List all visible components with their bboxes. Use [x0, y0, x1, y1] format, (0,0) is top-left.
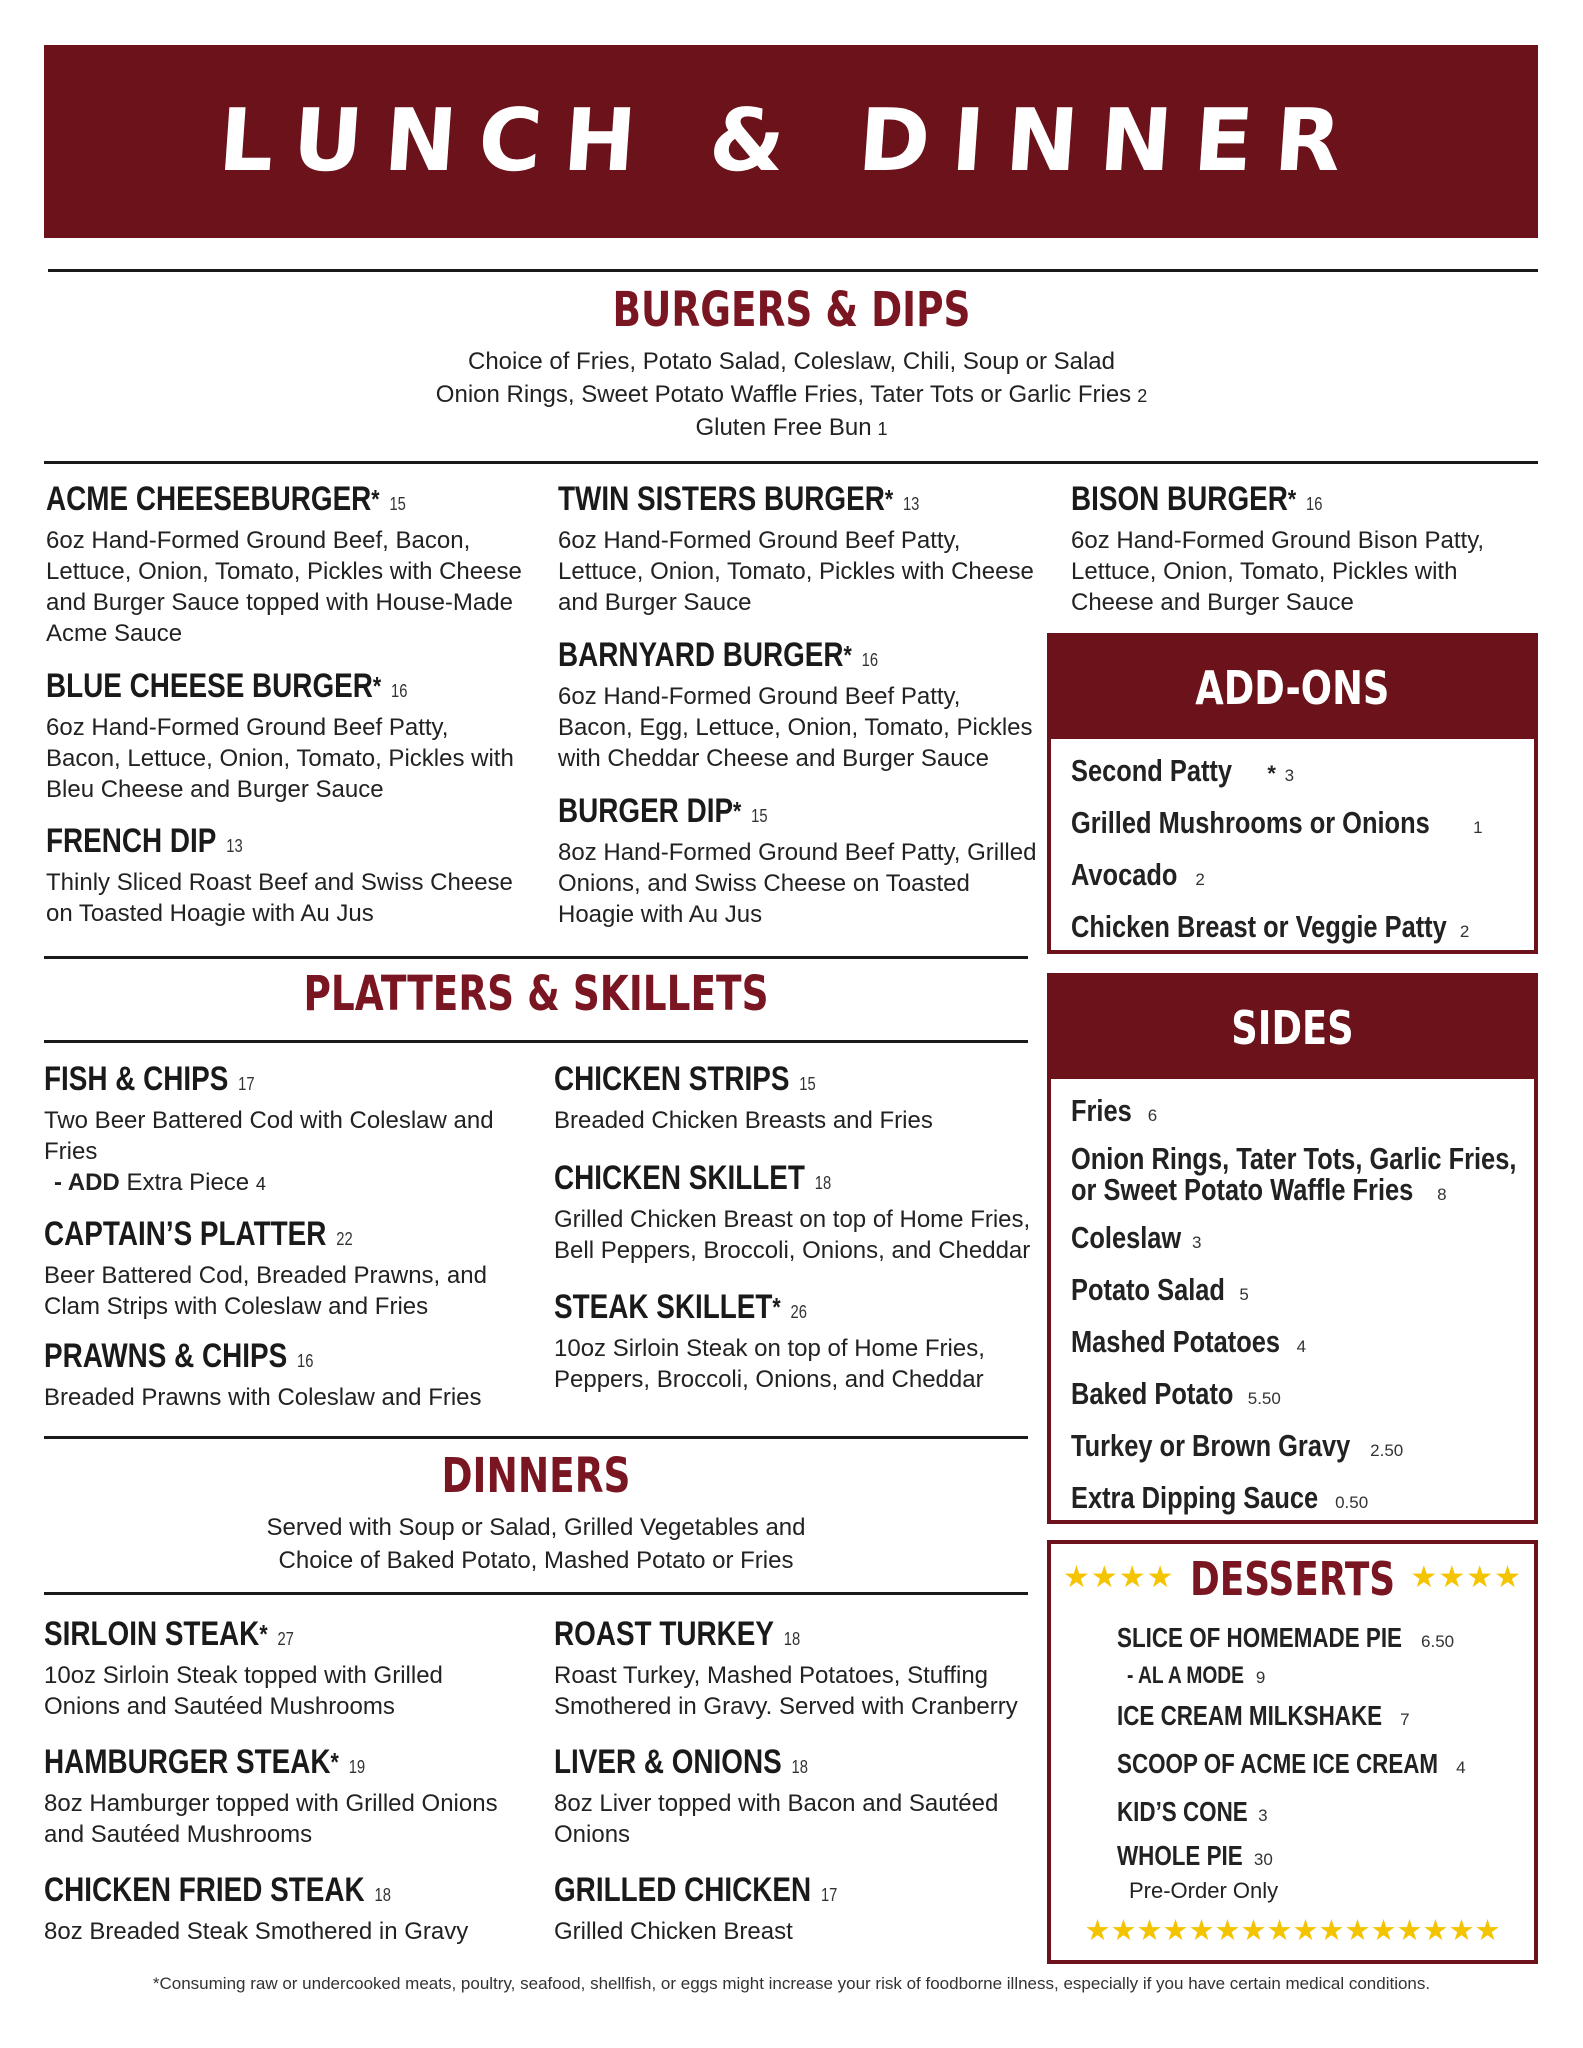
item-name: HAMBURGER STEAK: [44, 1743, 331, 1781]
desserts-box: [1047, 1540, 1538, 1964]
menu-item: [554, 1613, 1034, 1722]
item-name: TWIN SISTERS BURGER: [558, 480, 885, 518]
side-item: Extra Dipping Sauce 0.50: [1071, 1480, 1369, 1515]
desserts-header: [1051, 1544, 1534, 1616]
sides-title: SIDES: [1051, 977, 1534, 1079]
item-description: 8oz Hand-Formed Ground Beef Patty, Grilled Onions, and Swiss Cheese on Toasted Hoagie with Au Jus: [558, 839, 1037, 928]
item-description: 6oz Hand-Formed Ground Beef Patty, Lettuce, Onion, Tomato, Pickles with Cheese and Burger Sauce: [558, 527, 1034, 616]
addon-item: Avocado 2: [1071, 857, 1205, 892]
item-name: FRENCH DIP: [46, 822, 217, 860]
menu-item: [44, 1058, 524, 1200]
item-name: CHICKEN STRIPS: [554, 1060, 790, 1098]
item-price: 13: [226, 836, 243, 856]
menu-item: HAMBURGER STEAK* 19 8oz Hamburger topped with Grilled Onions and Sautéed Mushrooms: [44, 1741, 524, 1850]
item-name: LIVER & ONIONS: [554, 1743, 782, 1781]
item-price: 16: [391, 681, 408, 701]
item-name: STEAK SKILLET: [554, 1288, 773, 1326]
dinners-subtitle-2: Choice of Baked Potato, Mashed Potato or Fries: [278, 1547, 794, 1574]
menu-item: [44, 1213, 524, 1322]
item-description: Thinly Sliced Roast Beef and Swiss Cheese on Toasted Hoagie with Au Jus: [46, 869, 513, 927]
item-description: 6oz Hand-Formed Ground Beef, Bacon, Lettuce, Onion, Tomato, Pickles with Cheese and Burger Sauce topped with House-Made Acme Sauce: [46, 527, 522, 647]
divider: [48, 269, 1538, 272]
item-price: 18: [791, 1757, 808, 1777]
item-price: 18: [783, 1629, 801, 1649]
item-description: Two Beer Battered Cod with Coleslaw and Fries: [44, 1107, 494, 1165]
burgers-subtitle-3: Gluten Free Bun 1: [695, 414, 888, 441]
item-price: 15: [751, 806, 768, 826]
item-description: 8oz Liver topped with Bacon and Sautéed Onions: [554, 1790, 999, 1848]
item-description: Breaded Chicken Breasts and Fries: [554, 1107, 933, 1134]
divider: [44, 1436, 1028, 1439]
item-name: CAPTAIN’S PLATTER: [44, 1215, 327, 1253]
side-item: Potato Salad 5: [1071, 1272, 1249, 1307]
dessert-item: SCOOP OF ACME ICE CREAM 4: [1117, 1748, 1466, 1779]
menu-item: [554, 1157, 1034, 1266]
menu-item: [44, 1869, 524, 1947]
item-price: 15: [799, 1074, 816, 1094]
item-description: Grilled Chicken Breast on top of Home Fries, Bell Peppers, Broccoli, Onions, and Cheddar: [554, 1206, 1031, 1264]
desserts-title: DESSERTS: [1189, 1552, 1396, 1606]
item-description: Grilled Chicken Breast: [554, 1918, 793, 1945]
addons-title: ADD-ONS: [1051, 637, 1534, 739]
dessert-item: ICE CREAM MILKSHAKE 7: [1117, 1700, 1410, 1731]
dessert-note: Pre-Order Only: [1129, 1878, 1279, 1903]
item-name: BURGER DIP: [558, 792, 734, 830]
menu-item: ACME CHEESEBURGER* 15 6oz Hand-Formed Ground Beef, Bacon, Lettuce, Onion, Tomato, Pickles with Cheese and Burger Sauce topped with House-Made Acme Sauce: [46, 478, 526, 649]
menu-item: [44, 1335, 524, 1413]
item-price: 27: [277, 1629, 294, 1649]
sides-box: [1047, 973, 1538, 1524]
item-price: 16: [297, 1351, 314, 1371]
item-price: 16: [861, 650, 879, 670]
item-price: 17: [238, 1074, 255, 1094]
side-item: Baked Potato 5.50: [1071, 1376, 1281, 1411]
item-name: CHICKEN FRIED STEAK: [44, 1871, 365, 1909]
dessert-item: WHOLE PIE 30: [1117, 1840, 1273, 1871]
item-name: ROAST TURKEY: [554, 1615, 774, 1653]
item-description: 6oz Hand-Formed Ground Beef Patty, Bacon, Lettuce, Onion, Tomato, Pickles with Bleu Cheese and Burger Sauce: [46, 714, 514, 803]
item-description: 6oz Hand-Formed Ground Bison Patty, Lettuce, Onion, Tomato, Pickles with Cheese and Burger Sauce: [1071, 527, 1485, 616]
menu-item: [46, 820, 526, 929]
star-icon: ★★★★: [1410, 1561, 1522, 1594]
menu-item: BISON BURGER* 16 6oz Hand-Formed Ground Bison Patty, Lettuce, Onion, Tomato, Pickles with Cheese and Burger Sauce: [1071, 478, 1541, 618]
menu-item: STEAK SKILLET* 26 10oz Sirloin Steak on top of Home Fries, Peppers, Broccoli, Onions, and Cheddar: [554, 1286, 1034, 1395]
page-title: LUNCH & DINNER: [215, 91, 1367, 191]
side-item: Fries 6: [1071, 1093, 1158, 1128]
item-price: 15: [389, 494, 406, 514]
menu-item: [554, 1058, 1034, 1136]
item-description: Beer Battered Cod, Breaded Prawns, and Clam Strips with Coleslaw and Fries: [44, 1262, 487, 1320]
side-item: Mashed Potatoes 4: [1071, 1324, 1307, 1359]
item-description: 10oz Sirloin Steak on top of Home Fries, Peppers, Broccoli, Onions, and Cheddar: [554, 1335, 985, 1393]
addon-item: Second Patty * 3: [1071, 753, 1295, 788]
item-name: FISH & CHIPS: [44, 1060, 229, 1098]
menu-item: BARNYARD BURGER* 16 6oz Hand-Formed Ground Beef Patty, Bacon, Egg, Lettuce, Onion, Tomato, Pickles with Cheddar Cheese and Burger Sauce: [558, 634, 1038, 774]
item-extra: - ADD Extra Piece 4: [54, 1169, 266, 1196]
divider: [44, 461, 1538, 464]
menu-item: [554, 1741, 1034, 1850]
footnote: *Consuming raw or undercooked meats, poultry, seafood, shellfish, or eggs might increase your risk of foodborne illness, especially if you have certain medical conditions.: [152, 1974, 1431, 1993]
item-name: CHICKEN SKILLET: [554, 1159, 805, 1197]
item-price: 18: [814, 1173, 832, 1193]
menu-item: TWIN SISTERS BURGER* 13 6oz Hand-Formed Ground Beef Patty, Lettuce, Onion, Tomato, Pickles with Cheese and Burger Sauce: [558, 478, 1038, 618]
menu-item: BURGER DIP* 15 8oz Hand-Formed Ground Beef Patty, Grilled Onions, and Swiss Cheese on Toasted Hoagie with Au Jus: [558, 792, 1037, 928]
item-description: 8oz Breaded Steak Smothered in Gravy: [44, 1918, 469, 1945]
item-name: PRAWNS & CHIPS: [44, 1337, 288, 1375]
item-price: 13: [902, 494, 920, 514]
item-price: 26: [790, 1302, 807, 1322]
star-icon: ★★★★: [1063, 1561, 1175, 1594]
menu-item: [554, 1869, 1034, 1947]
divider: [44, 1592, 1028, 1595]
addons-box: [1047, 633, 1538, 954]
item-description: 8oz Hamburger topped with Grilled Onions and Sautéed Mushrooms: [44, 1790, 498, 1848]
item-name: BISON BURGER: [1071, 480, 1288, 518]
item-name: ACME CHEESEBURGER: [46, 480, 372, 518]
burgers-subtitle-1: Choice of Fries, Potato Salad, Coleslaw, Chili, Soup or Salad: [467, 348, 1115, 375]
item-name: BARNYARD BURGER: [558, 636, 844, 674]
item-price: 19: [348, 1757, 366, 1777]
divider: [44, 956, 1028, 959]
dinners-subtitle-1: Served with Soup or Salad, Grilled Vegetables and: [266, 1514, 806, 1541]
star-icon: ★★★★★★★★★★★★★★★★: [1084, 1915, 1501, 1947]
item-name: GRILLED CHICKEN: [554, 1871, 812, 1909]
item-description: Breaded Prawns with Coleslaw and Fries: [44, 1384, 482, 1411]
item-name: BLUE CHEESE BURGER: [46, 667, 373, 705]
dessert-item: - AL A MODE 9: [1127, 1662, 1266, 1689]
section-title-burgers: BURGERS & DIPS: [612, 282, 971, 338]
side-item: Onion Rings, Tater Tots, Garlic Fries, or Sweet Potato Waffle Fries 8: [1071, 1141, 1517, 1207]
section-title-platters: PLATTERS & SKILLETS: [303, 966, 769, 1022]
dessert-item: SLICE OF HOMEMADE PIE 6.50: [1117, 1622, 1455, 1653]
side-item: Turkey or Brown Gravy 2.50: [1071, 1428, 1404, 1463]
item-description: Roast Turkey, Mashed Potatoes, Stuffing Smothered in Gravy. Served with Cranberry: [554, 1662, 1018, 1720]
item-description: 10oz Sirloin Steak topped with Grilled Onions and Sautéed Mushrooms: [44, 1662, 443, 1720]
side-item: Coleslaw 3: [1071, 1220, 1202, 1255]
item-price: 16: [1306, 494, 1323, 514]
title-banner: [44, 45, 1538, 238]
addon-item: Chicken Breast or Veggie Patty 2: [1071, 909, 1470, 944]
item-price: 22: [336, 1229, 353, 1249]
item-description: 6oz Hand-Formed Ground Beef Patty, Bacon, Egg, Lettuce, Onion, Tomato, Pickles with Cheddar Cheese and Burger Sauce: [558, 683, 1033, 772]
item-price: 18: [374, 1885, 391, 1905]
menu-item: SIRLOIN STEAK* 27 10oz Sirloin Steak topped with Grilled Onions and Sautéed Mushrooms: [44, 1613, 524, 1722]
addon-item: Grilled Mushrooms or Onions 1: [1071, 805, 1483, 840]
section-title-dinners: DINNERS: [441, 1448, 631, 1504]
divider: [44, 1040, 1028, 1043]
burgers-subtitle-2: Onion Rings, Sweet Potato Waffle Fries, Tater Tots or Garlic Fries 2: [435, 381, 1148, 408]
item-name: SIRLOIN STEAK: [44, 1615, 260, 1653]
dessert-item: KID’S CONE 3: [1117, 1796, 1268, 1827]
menu-item: BLUE CHEESE BURGER* 16 6oz Hand-Formed Ground Beef Patty, Bacon, Lettuce, Onion, Tomato, Pickles with Bleu Cheese and Burger Sauce: [46, 665, 526, 805]
item-price: 17: [820, 1885, 838, 1905]
